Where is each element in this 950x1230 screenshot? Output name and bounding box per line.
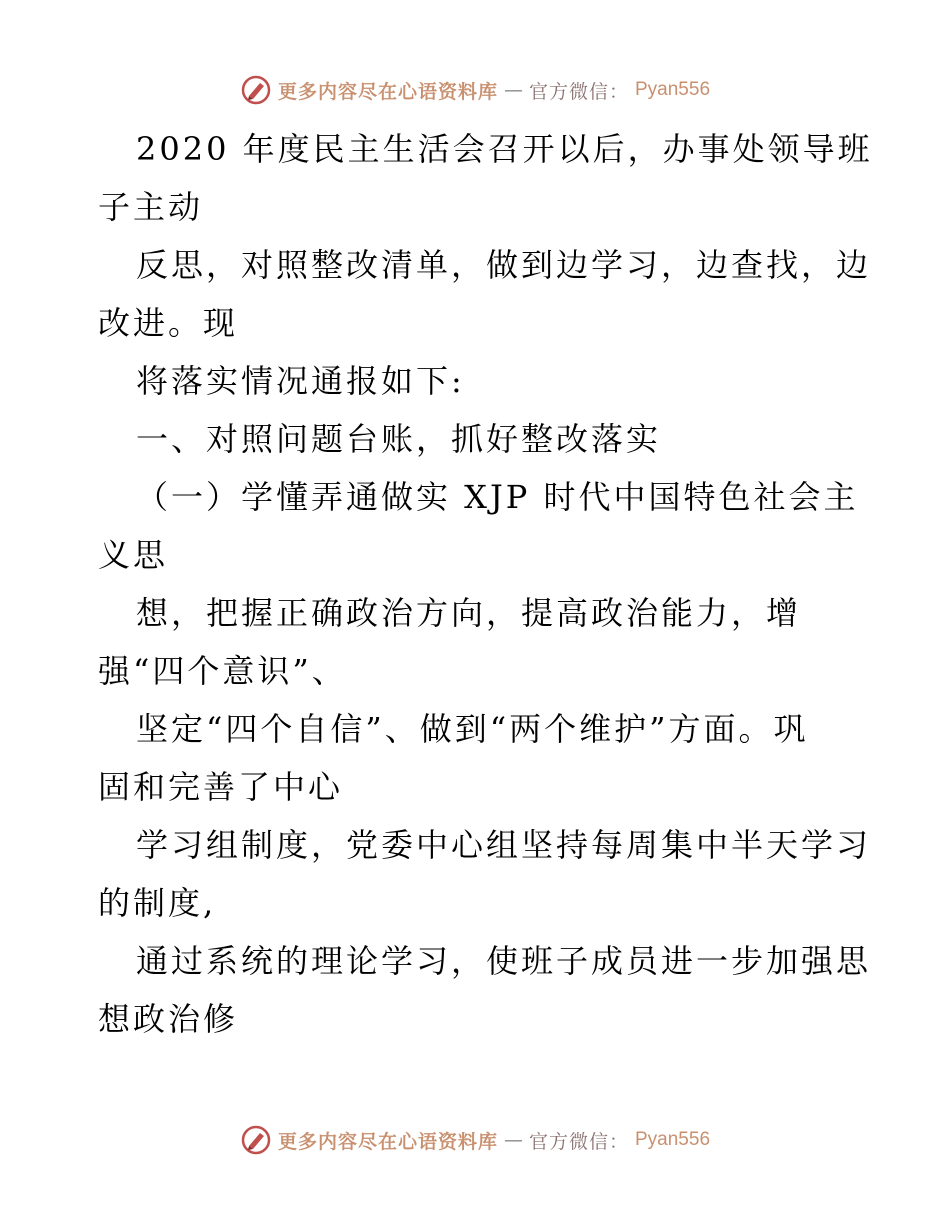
pen-logo-icon (240, 1124, 272, 1156)
paragraph-line: 通过系统的理论学习，使班子成员进一步加强思 (136, 942, 872, 980)
paragraph-line: 一、对照问题台账，抓好整改落实 (136, 420, 662, 458)
watermark-promo-text: 更多内容尽在心语资料库 (277, 1130, 498, 1153)
paragraph-line: 强“四个意识”、 (98, 652, 347, 690)
paragraph-line: 坚定“四个自信”、做到“两个维护”方面。巩 (136, 710, 809, 748)
paragraph-line: 义思 (98, 536, 169, 574)
paragraph-line: 2020 年度民主生活会召开以后，办事处领导班 (136, 130, 873, 168)
paragraph-line: 子主动 (98, 188, 204, 226)
paragraph-line: 学习组制度，党委中心组坚持每周集中半天学习 (136, 826, 872, 864)
watermark-contact-id: Pyan556 (635, 79, 711, 100)
watermark-promo-text: 更多内容尽在心语资料库 (277, 80, 498, 103)
pen-logo-icon (240, 74, 272, 106)
paragraph-line: 的制度, (98, 884, 217, 922)
paragraph-line: 将落实情况通报如下: (136, 362, 465, 400)
document-body (98, 120, 873, 1048)
paragraph-line: 反思，对照整改清单，做到边学习，边查找，边 (136, 246, 872, 284)
watermark-contact-id: Pyan556 (635, 1129, 711, 1150)
paragraph-line: 改进。现 (98, 304, 239, 342)
paragraph-line: 想，把握正确政治方向，提高政治能力，增 (136, 594, 802, 632)
watermark-separator: — (503, 1129, 523, 1151)
paragraph-line: 固和完善了中心 (98, 768, 344, 806)
watermark-contact-label: 官方微信： (528, 80, 629, 103)
watermark-separator: — (503, 79, 523, 101)
header-watermark (0, 70, 950, 110)
footer-watermark (0, 1120, 950, 1160)
watermark-contact-label: 官方微信： (528, 1130, 629, 1153)
paragraph-line: 想政治修 (98, 1000, 239, 1038)
paragraph-line: （一）学懂弄通做实 XJP 时代中国特色社会主 (136, 478, 859, 516)
